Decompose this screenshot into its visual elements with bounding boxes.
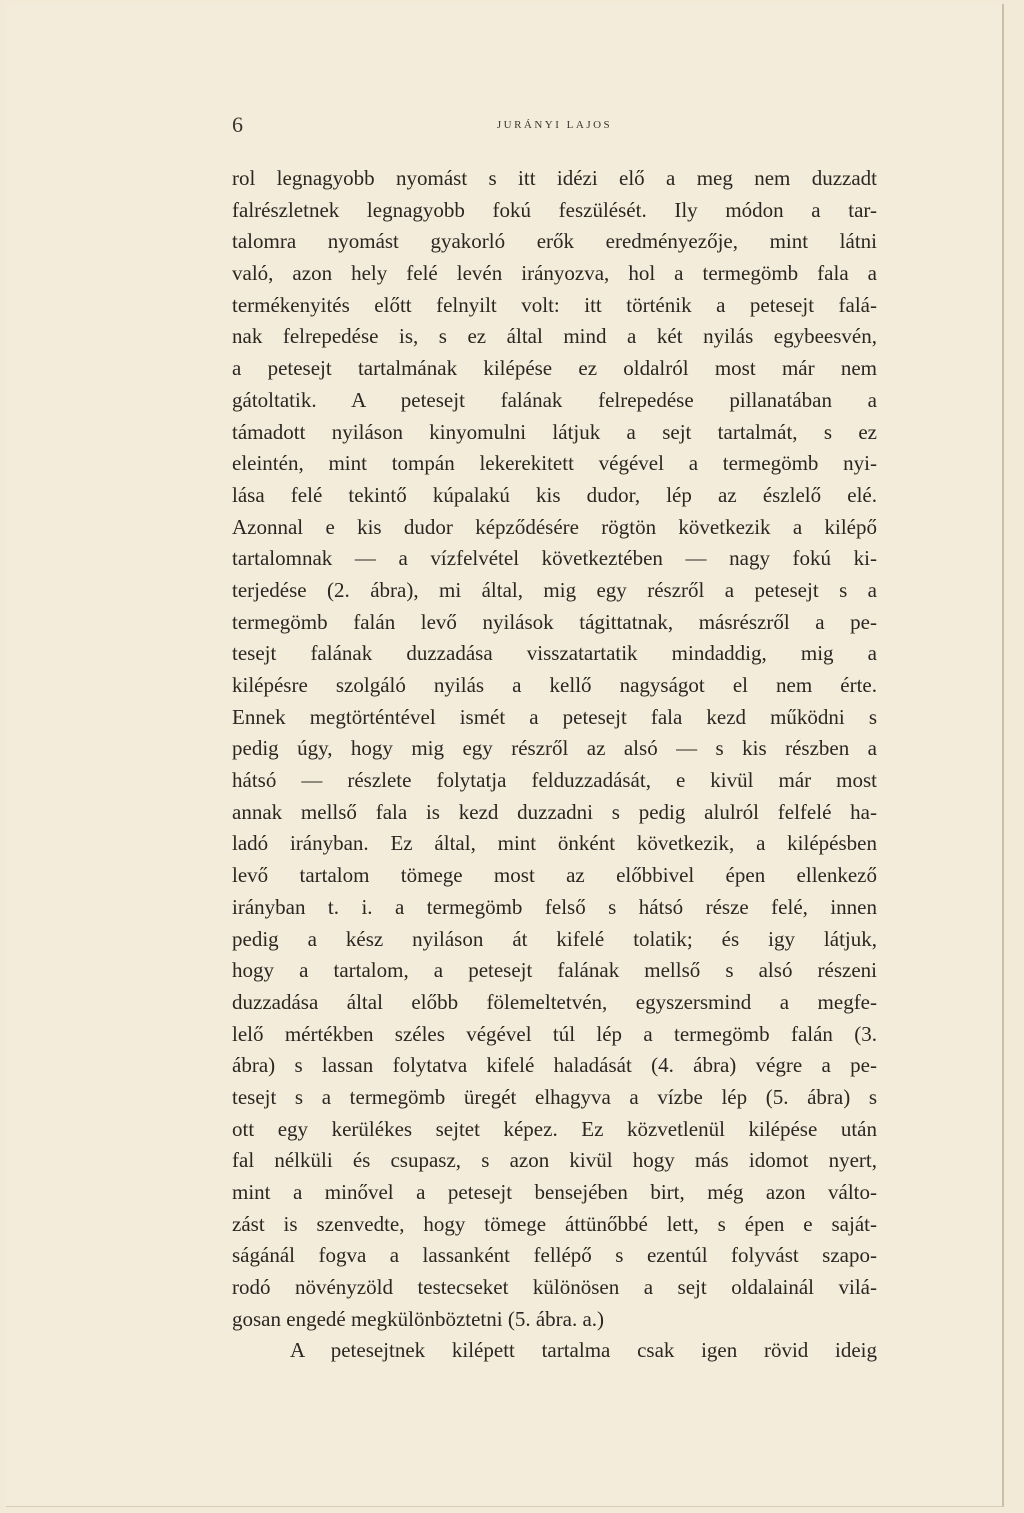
text-line: nak felrepedése is, s ez által mind a két nyilás egybeesvén, [232, 324, 877, 349]
text-line: hátsó — részlete folytatja felduzzadását, e kivül már most [232, 768, 877, 793]
text-line: irányban t. i. a termegömb felső s hátsó része felé, innen [232, 894, 877, 919]
text-line: Azonnal e kis dudor képződésére rögtön következik a kilépő [232, 514, 877, 539]
text-line: A petesejtnek kilépett tartalma csak igen rövid ideig [290, 1338, 877, 1363]
text-line: termegömb falán levő nyilások tágittatnak, másrészről a pe- [232, 609, 877, 634]
text-line: tesejt s a termegömb üregét elhagyva a vízbe lép (5. ábra) s [232, 1084, 877, 1109]
text-line: hogy a tartalom, a petesejt falának mellső s alsó részeni [232, 958, 877, 983]
text-line: fal nélküli és csupasz, s azon kivül hogy más idomot nyert, [232, 1148, 877, 1173]
text-line: falrészletnek legnagyobb fokú feszülését. Ily módon a tar- [232, 197, 877, 222]
text-line: mint a minővel a petesejt bensejében birt, még azon válto- [232, 1180, 877, 1204]
text-line: terjedése (2. ábra), mi által, mig egy részről a petesejt s a [232, 577, 877, 602]
text-line: gosan engedé megkülönböztetni (5. ábra. a.) [232, 1306, 605, 1331]
running-head: JURÁNYI LAJOS [496, 119, 613, 131]
text-line: levő tartalom tömege most az előbbivel épen ellenkező [232, 863, 877, 888]
text-line: eleintén, mint tompán lekerekitett végével a termegömb nyi- [232, 451, 877, 476]
text-line: ott egy kerülékes sejtet képez. Ez közvetlenül kilépése után [232, 1116, 877, 1141]
text-line: pedig úgy, hogy mig egy részről az alsó — s kis részben a [232, 736, 877, 761]
body-text [232, 163, 877, 1367]
text-line: Ennek megtörténtével ismét a petesejt fala kezd működni s [232, 704, 877, 729]
text-line: kilépésre szolgáló nyilás a kellő nagyságot el nem érte. [232, 673, 877, 697]
text-line: a petesejt tartalmának kilépése ez oldalról most már nem [232, 356, 877, 381]
text-line: ábra) s lassan folytatva kifelé haladását (4. ábra) végre a pe- [232, 1053, 877, 1078]
text-line: ságánál fogva a lassanként fellépő s ezentúl folyvást szapo- [232, 1243, 877, 1268]
text-line: tartalomnak — a vízfelvétel következtében — nagy fokú ki- [232, 546, 877, 571]
text-line: támadott nyiláson kinyomulni látjuk a sejt tartalmát, s ez [232, 419, 877, 444]
text-line: lása felé tekintő kúpalakú kis dudor, lép az észlelő elé. [232, 482, 877, 507]
text-line: való, azon hely felé levén irányozva, hol a termegömb fala a [232, 261, 877, 286]
text-line: rol legnagyobb nyomást s itt idézi elő a meg nem duzzadt [232, 166, 877, 190]
text-line: duzzadása által előbb fölemeltetvén, egyszersmind a megfe- [232, 989, 877, 1014]
page-number: 6 [232, 112, 243, 137]
text-line: tesejt falának duzzadása visszatartatik mindaddig, mig a [232, 641, 877, 666]
text-line: talomra nyomást gyakorló erők eredményezője, mint látni [232, 229, 877, 254]
text-line: annak mellső fala is kezd duzzadni s pedig alulról felfelé ha- [232, 799, 877, 824]
text-line: rodó növényzöld testecseket különösen a sejt oldalainál vilá- [232, 1275, 877, 1300]
text-line: zást is szenvedte, hogy tömege áttünőbbé lett, s épen e saját- [232, 1211, 877, 1236]
text-line: pedig a kész nyiláson át kifelé tolatik; és igy látjuk, [232, 926, 877, 951]
text-line: lelő mértékben széles végével túl lép a termegömb falán (3. [232, 1021, 877, 1046]
text-line: termékenyités előtt felnyilt volt: itt történik a petesejt falá- [232, 292, 877, 317]
text-line: gátoltatik. A petesejt falának felrepedése pillanatában a [232, 387, 877, 412]
page-header [232, 112, 877, 142]
text-line: ladó irányban. Ez által, mint önként következik, a kilépésben [232, 831, 877, 856]
